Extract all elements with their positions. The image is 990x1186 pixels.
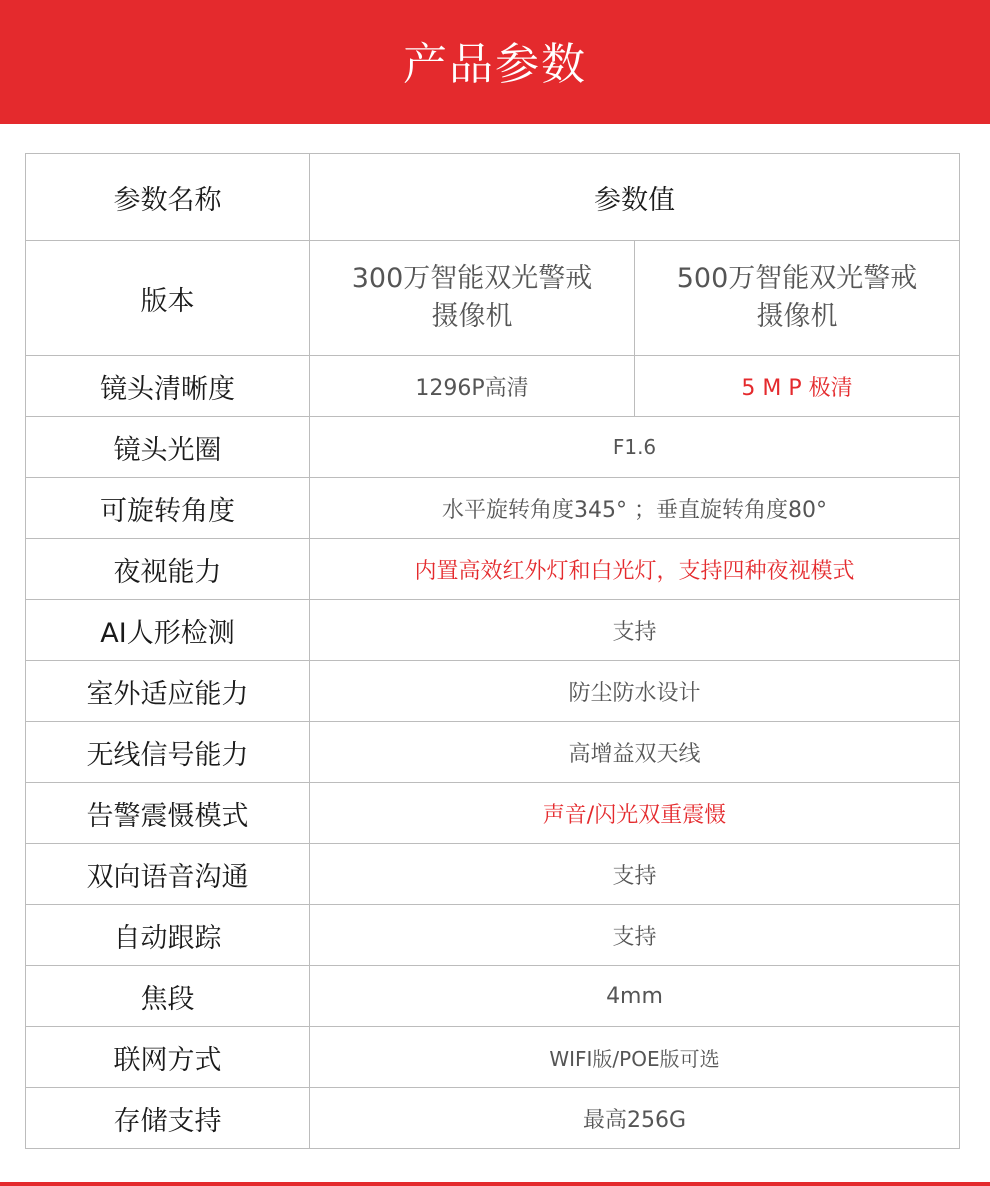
table-row [26, 539, 960, 600]
clarity-500-value: 5 M P 极清 [635, 356, 960, 417]
table-row [26, 783, 960, 844]
param-name: 镜头清晰度 [26, 356, 310, 417]
table-row [26, 1027, 960, 1088]
param-value: 防尘防水设计 [310, 661, 960, 722]
header-name-cell: 参数名称 [26, 154, 310, 241]
table-row [26, 1088, 960, 1149]
table-row [26, 478, 960, 539]
table-row [26, 241, 960, 356]
param-value: F1.6 [310, 417, 960, 478]
spec-table [25, 153, 960, 1149]
table-row [26, 722, 960, 783]
param-name: AI人形检测 [26, 600, 310, 661]
version-300-line2: 摄像机 [431, 301, 513, 332]
param-value: 最高256G [310, 1088, 960, 1149]
table-row [26, 661, 960, 722]
clarity-300-value: 1296P高清 [310, 356, 635, 417]
table-row [26, 600, 960, 661]
table-row [26, 356, 960, 417]
param-name: 自动跟踪 [26, 905, 310, 966]
param-value: 支持 [310, 905, 960, 966]
bottom-accent-line [0, 1182, 990, 1186]
version-500-line2: 摄像机 [756, 301, 838, 332]
param-name: 镜头光圈 [26, 417, 310, 478]
param-value: 高增益双天线 [310, 722, 960, 783]
param-value: 支持 [310, 600, 960, 661]
version-300-line1: 300万智能双光警戒 [351, 263, 593, 294]
header-value-cell: 参数值 [310, 154, 960, 241]
table-row [26, 966, 960, 1027]
param-name: 版本 [26, 241, 310, 356]
version-500-line1: 500万智能双光警戒 [676, 263, 918, 294]
param-name: 双向语音沟通 [26, 844, 310, 905]
param-value: 4mm [310, 966, 960, 1027]
version-500-cell [635, 241, 960, 356]
param-name: 夜视能力 [26, 539, 310, 600]
table-header-row [26, 154, 960, 241]
param-name: 无线信号能力 [26, 722, 310, 783]
param-value: 支持 [310, 844, 960, 905]
param-name: 告警震慑模式 [26, 783, 310, 844]
table-row [26, 844, 960, 905]
param-value: WIFI版/POE版可选 [310, 1027, 960, 1088]
param-name: 室外适应能力 [26, 661, 310, 722]
param-name: 焦段 [26, 966, 310, 1027]
param-name: 联网方式 [26, 1027, 310, 1088]
param-name: 存储支持 [26, 1088, 310, 1149]
param-value: 内置高效红外灯和白光灯，支持四种夜视模式 [310, 539, 960, 600]
page-title: 产品参数 [403, 39, 587, 90]
param-value: 水平旋转角度345° ；垂直旋转角度80° [310, 478, 960, 539]
table-row [26, 417, 960, 478]
table-row [26, 905, 960, 966]
title-banner [0, 0, 990, 124]
param-value: 声音/闪光双重震慑 [310, 783, 960, 844]
param-name: 可旋转角度 [26, 478, 310, 539]
version-300-cell [310, 241, 635, 356]
